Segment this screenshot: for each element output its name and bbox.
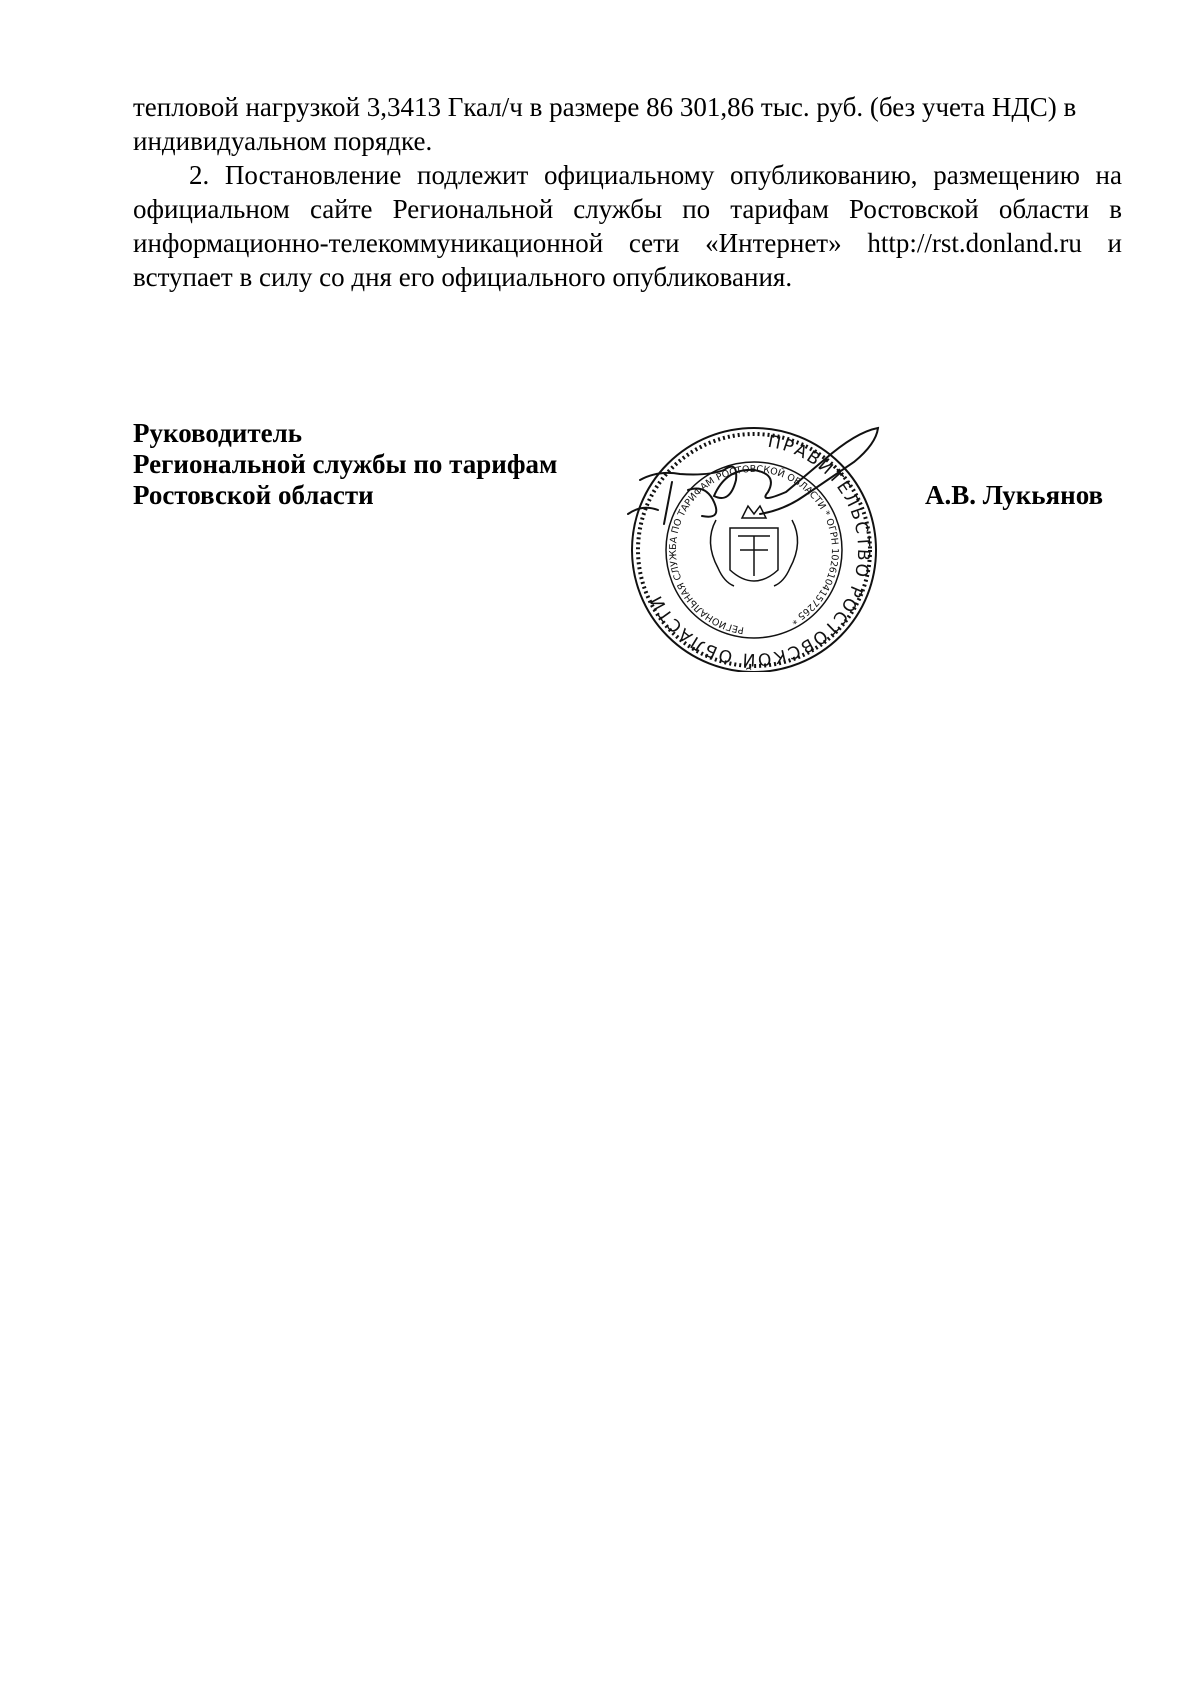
- signatory-position: [133, 418, 557, 511]
- stamp-outer-text: ПРАВИТЕЛЬСТВО РОСТОВСКОЙ ОБЛАСТИ: [645, 431, 874, 670]
- official-stamp: [618, 400, 890, 672]
- signatory-position-line: Ростовской области: [133, 480, 374, 510]
- signatory-position-line: Региональной службы по тарифам: [133, 449, 558, 479]
- stamp-inner-text: РЕГИОНАЛЬНАЯ СЛУЖБА ПО ТАРИФАМ РОСТОВСКОЙ ОБЛАСТИ * ОГРН 1026104157265 *: [667, 463, 841, 636]
- paragraph-item-2: 2. Постановление подлежит официальному опубликованию, размещению на официальном сайте Региональной службы по тарифам Ростовской области в информационно-телекоммуникационной сети «Интернет» http://rst.donland.ru и вступает в силу со дня его официального опубликования.: [133, 160, 1122, 292]
- coat-of-arms-icon: [710, 506, 797, 586]
- signatory-name: А.В. Лукьянов: [925, 480, 1104, 510]
- document-body: [133, 90, 1122, 294]
- signatory-position-line: Руководитель: [133, 418, 303, 448]
- paragraph-continuation: тепловой нагрузкой 3,3413 Гкал/ч в размере 86 301,86 тыс. руб. (без учета НДС) в индивидуальном порядке.: [133, 92, 1077, 156]
